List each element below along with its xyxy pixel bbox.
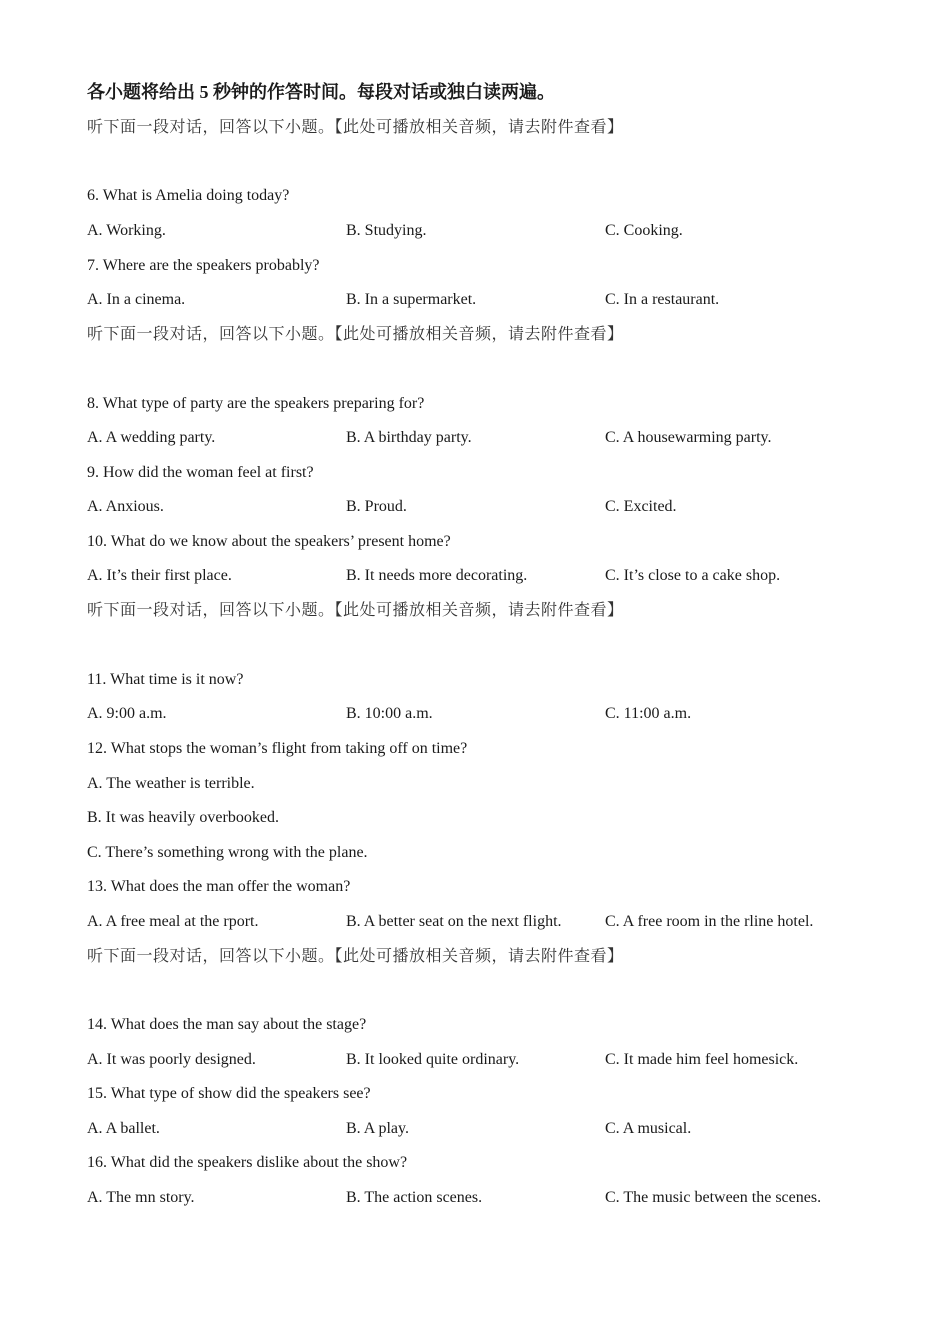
- q9-option-b: B. Proud.: [346, 498, 407, 515]
- question-16: 16. What did the speakers dislike about the show?: [87, 1154, 408, 1171]
- q12-option-a: A. The weather is terrible.: [87, 775, 255, 792]
- question-14: 14. What does the man say about the stage?: [87, 1016, 367, 1033]
- q8-option-c: C. A housewarming party.: [605, 429, 772, 446]
- q13-option-c: C. A free room in the rline hotel.: [605, 913, 814, 930]
- q15-option-b: B. A play.: [346, 1120, 409, 1137]
- q7-option-b: B. In a supermarket.: [346, 291, 477, 308]
- q9-option-a: A. Anxious.: [87, 498, 164, 515]
- q12-option-b: B. It was heavily overbooked.: [87, 809, 279, 826]
- q8-option-b: B. A birthday party.: [346, 429, 472, 446]
- question-15: 15. What type of show did the speakers see?: [87, 1085, 371, 1102]
- q6-option-a: A. Working.: [87, 222, 166, 239]
- q11-option-c: C. 11:00 a.m.: [605, 705, 692, 722]
- q6-option-b: B. Studying.: [346, 222, 427, 239]
- question-6: 6. What is Amelia doing today?: [87, 187, 290, 204]
- audio-instruction: 听下面一段对话，回答以下小题。【此处可播放相关音频，请去附件查看】: [87, 119, 624, 136]
- q9-option-c: C. Excited.: [605, 498, 677, 515]
- question-10: 10. What do we know about the speakers’ present home?: [87, 533, 451, 550]
- audio-instruction: 听下面一段对话，回答以下小题。【此处可播放相关音频，请去附件查看】: [87, 948, 624, 965]
- q8-option-a: A. A wedding party.: [87, 429, 216, 446]
- q15-option-a: A. A ballet.: [87, 1120, 160, 1137]
- q14-option-c: C. It made him feel homesick.: [605, 1051, 799, 1068]
- q16-option-a: A. The mn story.: [87, 1189, 195, 1206]
- q6-option-c: C. Cooking.: [605, 222, 683, 239]
- question-7: 7. Where are the speakers probably?: [87, 257, 320, 274]
- q10-option-a: A. It’s their first place.: [87, 567, 232, 584]
- q13-option-a: A. A free meal at the rport.: [87, 913, 259, 930]
- question-9: 9. How did the woman feel at first?: [87, 464, 314, 481]
- question-13: 13. What does the man offer the woman?: [87, 878, 351, 895]
- q13-option-b: B. A better seat on the next flight.: [346, 913, 562, 930]
- q7-option-c: C. In a restaurant.: [605, 291, 720, 308]
- q14-option-a: A. It was poorly designed.: [87, 1051, 256, 1068]
- question-11: 11. What time is it now?: [87, 671, 244, 688]
- q10-option-c: C. It’s close to a cake shop.: [605, 567, 781, 584]
- q11-option-a: A. 9:00 a.m.: [87, 705, 167, 722]
- section-heading: 各小题将给出 5 秒钟的作答时间。每段对话或独白读两遍。: [87, 82, 555, 102]
- question-8: 8. What type of party are the speakers preparing for?: [87, 395, 425, 412]
- audio-instruction: 听下面一段对话，回答以下小题。【此处可播放相关音频，请去附件查看】: [87, 602, 624, 619]
- q10-option-b: B. It needs more decorating.: [346, 567, 528, 584]
- q15-option-c: C. A musical.: [605, 1120, 692, 1137]
- q7-option-a: A. In a cinema.: [87, 291, 186, 308]
- question-12: 12. What stops the woman’s flight from taking off on time?: [87, 740, 468, 757]
- q16-option-b: B. The action scenes.: [346, 1189, 483, 1206]
- q12-option-c: C. There’s something wrong with the plane.: [87, 844, 368, 861]
- q16-option-c: C. The music between the scenes.: [605, 1189, 822, 1206]
- q14-option-b: B. It looked quite ordinary.: [346, 1051, 520, 1068]
- q11-option-b: B. 10:00 a.m.: [346, 705, 433, 722]
- audio-instruction: 听下面一段对话，回答以下小题。【此处可播放相关音频，请去附件查看】: [87, 326, 624, 343]
